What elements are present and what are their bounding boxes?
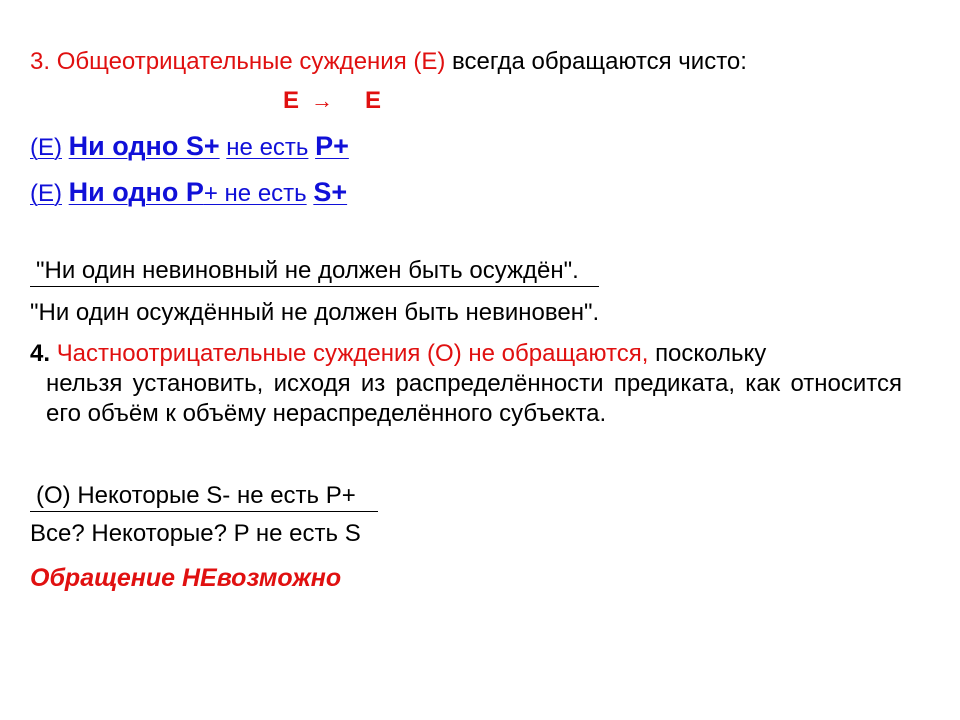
item3-heading	[30, 47, 747, 77]
formula-4: Все? Некоторые? P не есть S	[30, 520, 361, 547]
formula-3: (O) Некоторые S- не есть P+	[30, 481, 378, 512]
formula-2	[30, 177, 347, 209]
formula-1-middle: не есть	[226, 134, 309, 161]
item3-heading-red: Общеотрицательные суждения (E)	[56, 48, 446, 75]
item3-number: 3.	[30, 48, 51, 75]
formula-1	[30, 131, 349, 163]
item4-rest-cont: нельзя установить, исходя из распределённости предиката, как относится его объём к объёму нераспределённого субъекта.	[46, 370, 902, 427]
formula-1-part-b: P+	[315, 131, 349, 161]
item3-heading-rest: всегда обращаются чисто:	[452, 48, 747, 75]
formula-2-prefix: (E)	[30, 180, 62, 207]
formula-2-middle: + не есть	[203, 180, 307, 207]
example-1: "Ни один невиновный не должен быть осуждён".	[30, 256, 599, 287]
item4-paragraph	[30, 339, 902, 429]
formula-2-part-b: S+	[313, 177, 348, 207]
formula-2-part-a: Ни одно P	[68, 177, 204, 207]
conclusion: Обращение НЕвозможно	[30, 564, 342, 592]
formula-1-prefix: (E)	[30, 134, 62, 161]
item4-number: 4.	[30, 340, 51, 367]
formula-1-part-a: Ни одно S+	[68, 131, 220, 161]
example-2: "Ни один осуждённый не должен быть невиновен".	[30, 299, 600, 326]
item4-rest-first: поскольку	[655, 340, 767, 367]
conversion-row	[283, 86, 381, 116]
conversion-right: E	[365, 87, 382, 114]
item4-red-part: Частноотрицательные суждения (O) не обращаются,	[56, 340, 649, 367]
conversion-left: E	[283, 87, 300, 114]
arrow-right-icon: →	[311, 88, 334, 113]
